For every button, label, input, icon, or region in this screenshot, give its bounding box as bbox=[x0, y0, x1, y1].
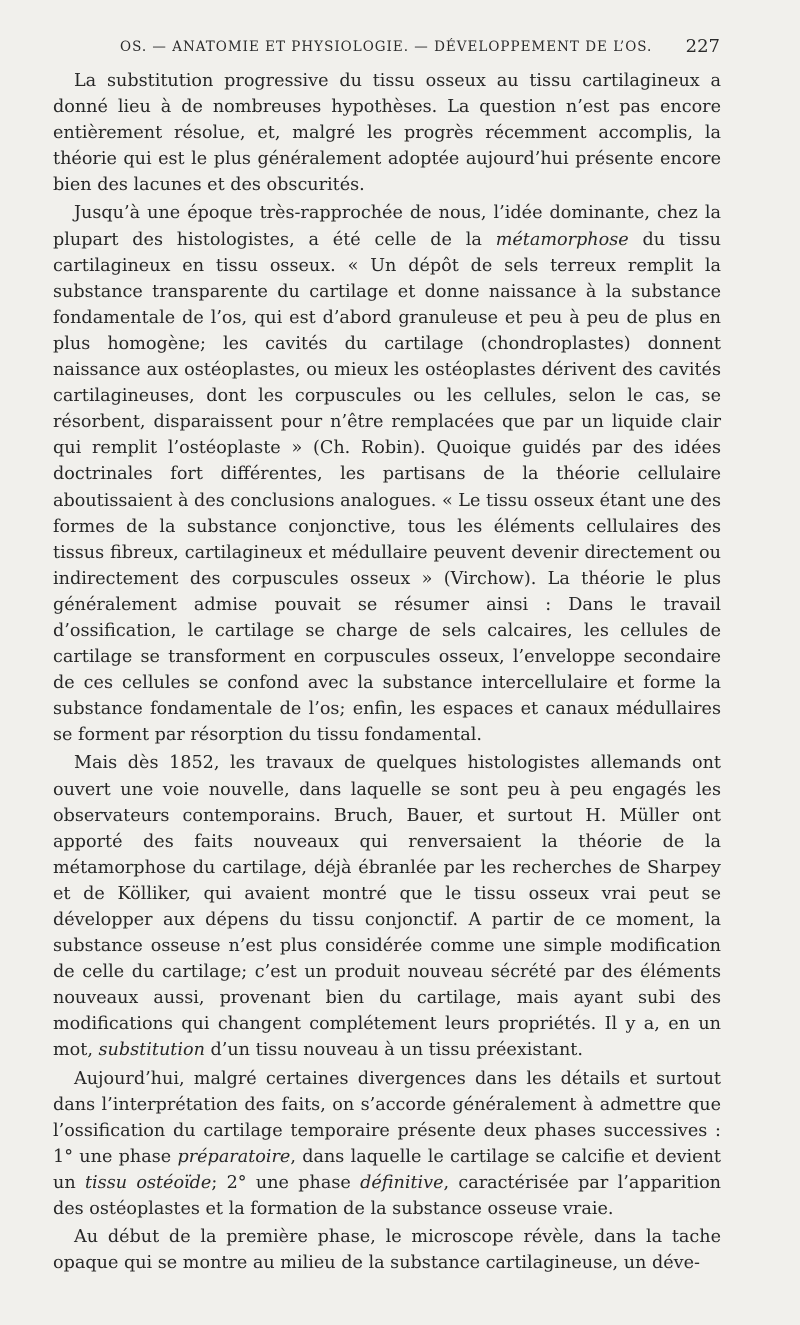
paragraph-2 bbox=[53, 200, 721, 748]
paragraph-5 bbox=[53, 1224, 721, 1276]
paragraph-text: , dans laquelle le cartilage se calcifie et devient un bbox=[53, 1146, 721, 1193]
italic-term-definitive: définitive bbox=[360, 1172, 444, 1193]
paragraph-text: Au début de la première phase, le microscope révèle, dans la tache opaque qui se montre au milieu de la substance cartilagineuse, un déve- bbox=[53, 1227, 721, 1274]
paragraph-text: Mais dès 1852, les travaux de quelques histologistes allemands ont ouvert une voie nouvelle, dans laquelle se sont peu à peu engagés les observateurs contemporains. Bruch, Bauer, et surtout H. Müller ont apporté des faits nouveaux qui renversaient la théorie de la métamorphose du cartilage, déjà ébranlée par les recherches de Sharpey et de Kölliker, qui avaient montré que le tissu osseux vrai peut se développer aux dépens du tissu conjonctif. A partir de ce moment, la substance osseuse n’est plus considérée comme une simple modification de celle du cartilage; c’est un produit nouveau sécrété par des éléments nouveaux aussi, provenant bien du cartilage, mais ayant subi des modifications qui changent complétement leurs propriétés. Il y a, en un mot, bbox=[53, 753, 721, 1061]
running-header bbox=[120, 36, 720, 62]
italic-term-tissu-osteoide: tissu ostéoïde bbox=[84, 1172, 212, 1193]
page-number: 227 bbox=[685, 36, 720, 57]
italic-term-substitution: substitution bbox=[98, 1040, 205, 1061]
italic-term-preparatoire: préparatoire bbox=[177, 1146, 291, 1167]
paragraph-3 bbox=[53, 750, 721, 1063]
running-title: OS. — ANATOMIE ET PHYSIOLOGIE. — DÉVELOPPEMENT DE L’OS. bbox=[120, 39, 653, 55]
paragraph-text: La substitution progressive du tissu osseux au tissu cartilagineux a donné lieu à de nombreuses hypothèses. La question n’est pas encore entièrement résolue, et, malgré les progrès récemment accomplis, la théorie qui est le plus généralement adoptée aujourd’hui présente encore bien des lacunes et des obscurités. bbox=[53, 71, 721, 196]
body-text bbox=[53, 68, 721, 1278]
paragraph-text: d’un tissu nouveau à un tissu préexistant. bbox=[204, 1040, 583, 1061]
paragraph-text: Aujourd’hui, malgré certaines divergences dans les détails et surtout dans l’interprétation des faits, on s’accorde généralement à admettre que l’ossification du cartilage temporaire présente deux phases successives : 1° une phase bbox=[53, 1068, 721, 1167]
paragraph-text: du tissu cartilagineux en tissu osseux. « Un dépôt de sels terreux remplit la substance transparente du cartilage et donne naissance à la substance fondamentale de l’os, qui est d’abord granuleuse et peu à peu de plus en plus homogène; les cavités du cartilage (chondroplastes) donnent naissance aux ostéoplastes, ou mieux les ostéoplastes dérivent des cavités cartilagineuses, dont les corpuscules ou les cellules, selon le cas, se résorbent, disparaissent pour n’être remplacées que par un liquide clair qui remplit l’ostéoplaste » (Ch. Robin). Quoique guidés par des idées doctrinales fort différentes, les partisans de la théorie cellulaire aboutissaient à des conclusions analogues. « Le tissu osseux étant une des formes de la substance conjonctive, tous les éléments cellulaires des tissus fibreux, cartilagineux et médullaire peuvent devenir directement ou indirectement des corpuscules osseux » (Virchow). La théorie le plus généralement admise pouvait se résumer ainsi : Dans le travail d’ossification, le cartilage se charge de sels calcaires, les cellules de cartilage se transforment en corpuscules osseux, l’enveloppe secondaire de ces cellules se confond avec la substance intercellulaire et forme la substance fondamentale de l’os; enfin, les espaces et canaux médullaires se forment par résorption du tissu fondamental. bbox=[53, 229, 721, 746]
paragraph-4 bbox=[53, 1066, 721, 1223]
italic-term-metamorphose: métamorphose bbox=[495, 229, 629, 250]
paragraph-text: Jusqu’à une époque très-rapprochée de nous, l’idée dominante, chez la plupart des histologistes, a été celle de la bbox=[53, 203, 721, 250]
paragraph-text: , caractérisée par l’apparition des ostéoplastes et la formation de la substance osseuse vraie. bbox=[53, 1172, 721, 1220]
paragraph-text: ; 2° une phase bbox=[211, 1172, 361, 1193]
paragraph-1 bbox=[53, 68, 721, 198]
